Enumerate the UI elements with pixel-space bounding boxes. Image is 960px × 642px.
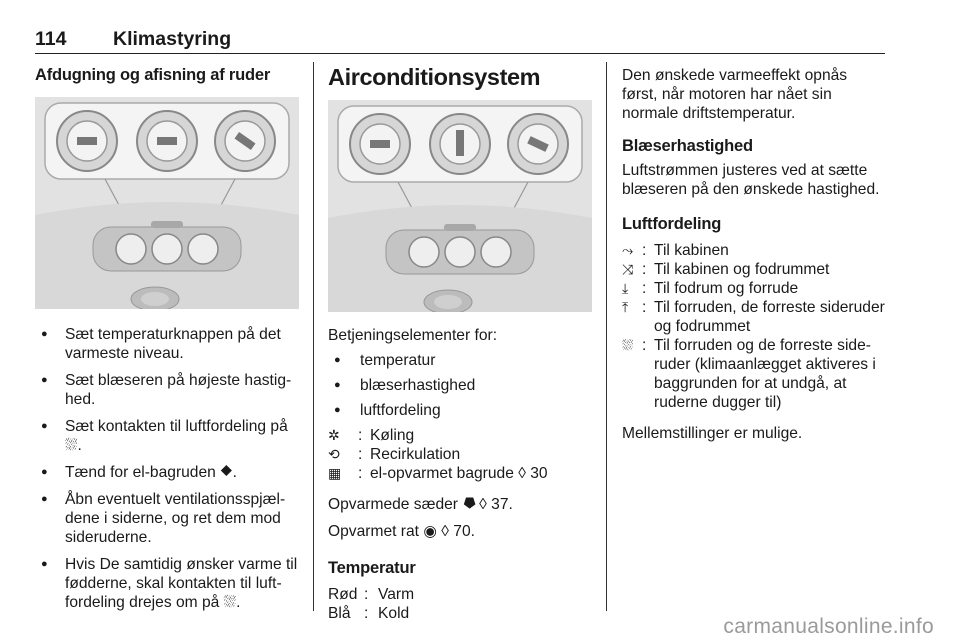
list-item: ● luftfordeling (328, 401, 592, 420)
climate-panel-illustration (35, 97, 299, 309)
distribution-row: ⛆ : Til forruden og de forreste sideruder (klimaanlægget aktiveres i baggrunden for at undgå, at ruderne dugger til) (622, 337, 876, 411)
heated-wheel-ref: Opvarmet rat ◉ ◊ 70. (328, 523, 475, 540)
defrost-steps (35, 325, 299, 612)
column-divider (313, 62, 314, 611)
symbol-row: ✲ : Køling (328, 426, 592, 445)
rear-window-heater-icon: ▦ (328, 465, 342, 481)
temperature-knob-large (350, 114, 410, 174)
cabin-foot-air-icon: ⤨ (622, 261, 634, 277)
distribution-row: ⤳ : Til kabinen (622, 242, 729, 259)
page-header (35, 24, 885, 54)
temperature-row: Rød : Varm (328, 586, 415, 603)
list-item: ● blæserhastighed (328, 376, 592, 395)
snowflake-icon: ✲ (328, 427, 340, 443)
symbol-legend (328, 426, 592, 483)
air-distribution-heading: Luftfordeling (622, 215, 722, 233)
foot-windscreen-air-icon: ⤓ (622, 280, 629, 296)
list-item: ● Tænd for el-bagruden ⯁. (35, 463, 299, 482)
temperature-knob-large (57, 111, 117, 171)
controls-intro: Betjeningselementer for: (328, 327, 498, 344)
distribution-row: ⤓ : Til fodrum og forrude (622, 280, 799, 297)
temperature-heading: Temperatur (328, 559, 416, 577)
heated-seats-ref: Opvarmede sæder ⯂ ◊ 37. (328, 496, 513, 513)
windscreen-defrost-icon: ⛆ (622, 337, 634, 353)
symbol-text: Køling (370, 427, 415, 444)
column-divider (606, 62, 607, 611)
intermediate-note: Mellemstillinger er mulige. (622, 425, 803, 442)
fan-knob-large (430, 114, 490, 174)
air-distribution-legend (622, 241, 886, 412)
symbol-row: ▦ : el-opvarmet bagrude ◊ 30 (328, 464, 592, 483)
recirculation-icon: ⟲ (328, 446, 340, 462)
list-item: ● Sæt temperaturknappen på det varmeste niveau. (35, 325, 299, 363)
climate-panel-figure-aircon (328, 100, 592, 312)
symbol-text: Recirkulation (370, 446, 461, 463)
list-item: ● Hvis De samtidig ønsker varme til fødderne, skal kontakten til luftfordeling drejes om på ⛆. (35, 555, 299, 612)
watermark: carmanualsonline.info (723, 615, 934, 638)
distribution-row: ⤒ : Til forruden, de forreste sideruder og fodrummet (622, 299, 885, 335)
column-fan-distribution (622, 62, 886, 443)
controls-list (328, 351, 592, 420)
aircon-heading: Airconditionsystem (328, 64, 541, 90)
cabin-air-icon: ⤳ (622, 242, 634, 258)
distribution-row: ⤨ : Til kabinen og fodrummet (622, 261, 830, 278)
list-item: ● Sæt blæseren på højeste hastighed. (35, 371, 299, 409)
fan-speed-text: Luftstrømmen justeres ved at sætte blæseren på den ønskede hastighed. (622, 162, 880, 198)
list-item: ● Sæt kontakten til luftfordeling på ⛆. (35, 417, 299, 455)
climate-panel-figure-heater (35, 97, 299, 309)
air-distribution-knob-large (508, 114, 568, 174)
page-number: 114 (35, 28, 67, 50)
column-defrost (35, 62, 299, 612)
list-item: ● temperatur (328, 351, 592, 370)
symbol-text: el-opvarmet bagrude ◊ 30 (370, 465, 548, 482)
symbol-row: ⟲ : Recirkulation (328, 445, 592, 464)
running-title: Klimastyring (113, 28, 232, 50)
column-aircon (328, 62, 592, 623)
warmup-note: Den ønskede varmeeffekt opnås først, når motoren har nået sin normale driftstemperatur. (622, 67, 848, 122)
fan-knob-large (137, 111, 197, 171)
defrost-heading: Afdugning og afisning af ruder (35, 66, 271, 84)
temperature-legend (328, 585, 592, 623)
air-distribution-knob-large (215, 111, 275, 171)
temperature-row: Blå : Kold (328, 605, 410, 622)
fan-speed-heading: Blæserhastighed (622, 137, 753, 155)
aircon-panel-illustration (328, 100, 592, 312)
list-item: ● Åbn eventuelt ventilationsspjældene i siderne, og ret dem mod sideruderne. (35, 490, 299, 547)
windscreen-foot-air-icon: ⤒ (622, 299, 629, 315)
